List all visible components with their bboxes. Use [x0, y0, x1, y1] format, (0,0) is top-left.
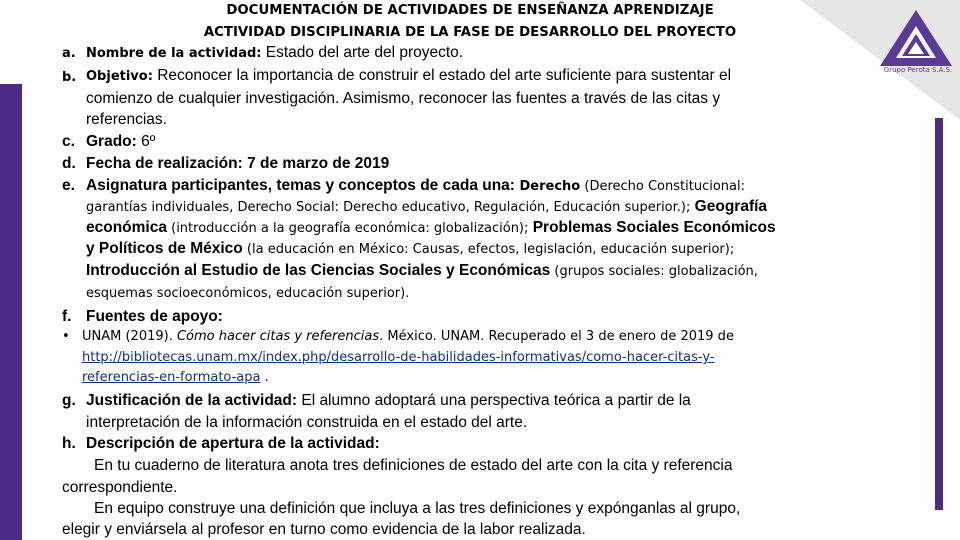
item-b-line1 [86, 67, 731, 85]
item-f-label: Fuentes de apoyo: [86, 308, 223, 325]
item-e-line1 [86, 177, 745, 195]
source-url-end: . [260, 370, 269, 385]
item-e-detail1: (Derecho Constitucional: [580, 179, 745, 194]
item-e-subject-economica: económica [86, 219, 167, 236]
item-c [86, 133, 155, 151]
item-e-subject-derecho: Derecho [514, 179, 581, 194]
item-a-marker: a. [62, 46, 76, 61]
item-a-value: Estado del arte del proyecto. [261, 44, 464, 61]
item-e-marker: e. [62, 177, 75, 194]
left-accent-bar [0, 84, 22, 540]
item-e-detail4: (la educación en México: Causas, efectos, legislación, educación superior); [242, 242, 735, 257]
source-line1 [82, 329, 734, 344]
item-e-subject-politicos: y Políticos de México [86, 240, 243, 257]
item-h-label: Descripción de apertura de la actividad: [86, 435, 380, 452]
item-b-text1: Reconocer la importancia de construir el estado del arte suficiente para sustentar el [152, 67, 732, 84]
item-e-line5 [86, 262, 758, 280]
doc-title-line1: DOCUMENTACIÓN DE ACTIVIDADES DE ENSEÑANZA APRENDIZAJE [226, 3, 714, 18]
item-e-subject-geografia: Geografía [690, 198, 768, 215]
source-rest: . México. UNAM. Recuperado el 3 de enero de 2019 de [379, 329, 734, 344]
source-url-line2 [82, 370, 269, 385]
item-e-line2 [86, 198, 767, 216]
source-link-part1[interactable]: http://bibliotecas.unam.mx/index.php/desarrollo-de-habilidades-informativas/como-hacer-citas-y- [82, 350, 715, 365]
item-e-label: Asignatura participantes, temas y conceptos de cada una: [86, 177, 515, 194]
item-d: Fecha de realización: 7 de marzo de 2019 [86, 155, 390, 172]
right-accent-bar [935, 118, 943, 510]
item-g-line2: interpretación de la información construida en el estado del arte. [86, 414, 528, 431]
item-e-detail2: garantías individuales, Derecho Social: Derecho educativo, Regulación, Educación superior.); [86, 200, 691, 215]
source-link-part2[interactable]: referencias-en-formato-apa [82, 370, 261, 385]
item-a [86, 44, 463, 62]
item-h-p1-line1: En tu cuaderno de literatura anota tres definiciones de estado del arte con la cita y referencia [94, 457, 733, 474]
doc-title-line2: ACTIVIDAD DISCIPLINARIA DE LA FASE DE DESARROLLO DEL PROYECTO [203, 25, 737, 40]
item-b-marker: b. [62, 70, 77, 85]
item-c-value: 6º [136, 133, 156, 150]
item-g-line1 [86, 392, 691, 410]
item-e-subject-introduccion: Introducción al Estudio de las Ciencias Sociales y Económicas [86, 262, 551, 279]
item-b-label: Objetivo: [86, 69, 153, 84]
item-e-detail3: (introducción a la geografía económica: globalización); [166, 221, 529, 236]
item-h-p2-line1: En equipo construye una definición que incluya a las tres definiciones y expónganlas al grupo, [94, 500, 741, 517]
item-c-marker: c. [62, 133, 75, 150]
item-e-line6: esquemas socioeconómicos, educación superior). [86, 286, 410, 301]
item-h-p1-line2: correspondiente. [62, 479, 178, 496]
item-g-label: Justificación de la actividad: [86, 392, 298, 409]
item-e-detail5: (grupos sociales: globalización, [550, 264, 758, 279]
source-prefix: UNAM (2019). [82, 329, 173, 344]
item-a-label: Nombre de la actividad: [86, 46, 262, 61]
item-c-label: Grado: [86, 133, 137, 150]
item-e-line4 [86, 240, 734, 258]
item-h-p2-line2: elegir y enviársela al profesor en turno como evidencia de la labor realizada. [62, 521, 586, 538]
item-f-marker: f. [62, 308, 72, 325]
source-url-line1[interactable] [82, 350, 715, 365]
item-g-marker: g. [62, 392, 76, 409]
item-d-marker: d. [62, 155, 76, 172]
logo-caption: Grupo Perota S.A.S. [883, 66, 953, 74]
item-h-marker: h. [62, 435, 76, 452]
item-b-line2: comienzo de cualquier investigación. Asimismo, reconocer las fuentes a través de las citas y [86, 90, 721, 107]
item-b-line3: referencias. [86, 111, 167, 128]
item-e-line3 [86, 219, 776, 237]
item-g-text1: El alumno adoptará una perspectiva teórica a partir de la [297, 392, 691, 409]
source-bullet: • [62, 329, 70, 344]
source-title: Cómo hacer citas y referencias [172, 329, 380, 344]
item-e-subject-problemas: Problemas Sociales Económicos [528, 219, 776, 236]
